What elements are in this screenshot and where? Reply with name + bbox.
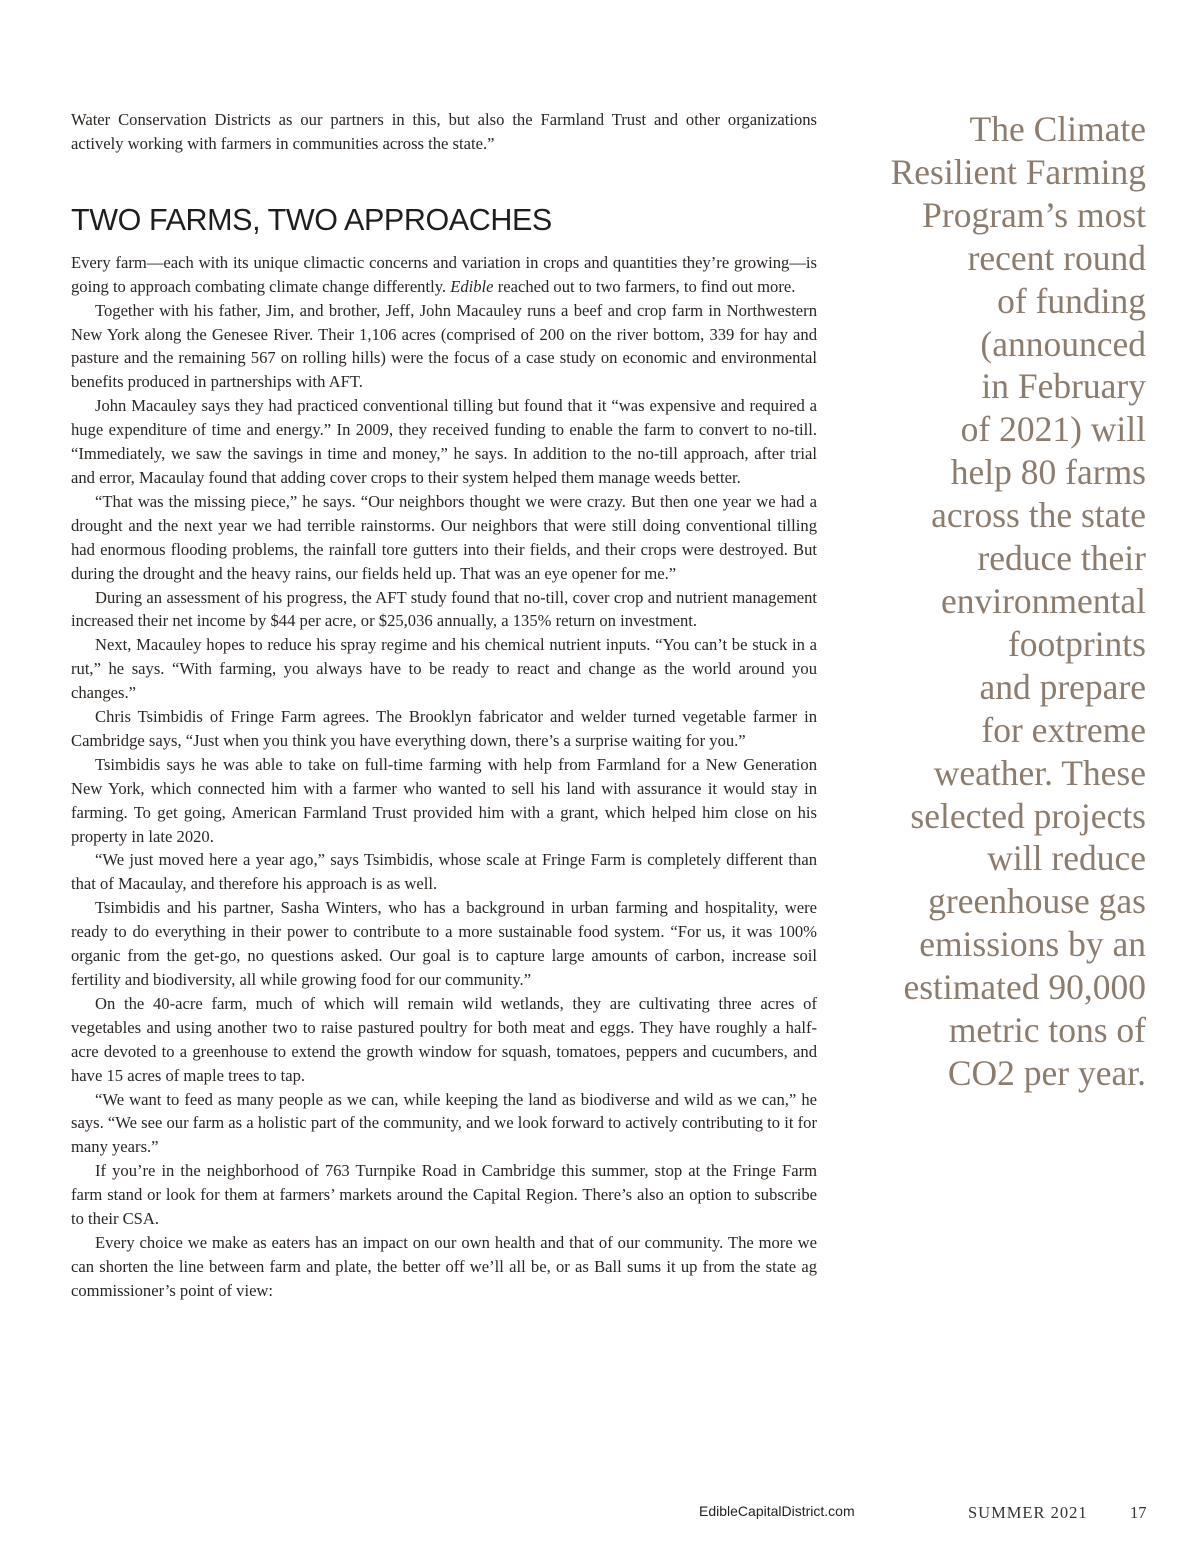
section-heading: TWO FARMS, TWO APPROACHES (71, 202, 552, 237)
intro-paragraph (71, 251, 817, 299)
pull-quote-line: Resilient Farming (890, 151, 1146, 192)
pull-quote-line: across the state (931, 495, 1146, 536)
pull-quote-line: selected projects (910, 795, 1146, 836)
body-paragraph: Every choice we make as eaters has an impact on our own health and that of our community. The more we can shorten the line between farm and plate, the better off we’ll all be, or as Ball sums it up from the state ag commissioner’s point of view: (71, 1232, 817, 1300)
body-paragraph: John Macauley says they had practiced conventional tilling but found that it “was expensive and required a huge expenditure of time and energy.” In 2009, they received funding to enable the farm to convert to no-till. “Immediately, we saw the savings in time and money,” he says. In addition to the no-till approach, after trial and error, Macaulay found that adding cover crops to their system helped them manage weeds better. (71, 396, 817, 487)
body-paragraph: “That was the missing piece,” he says. “Our neighbors thought we were crazy. But then one year we had a drought and the next year we had terrible rainstorms. Our neighbors that were still doing conventional tilling had enormous flooding problems, the rainfall tore gutters into their fields, and their crops were destroyed. But during the drought and the heavy rains, our fields held up. That was an eye opener for me.” (71, 491, 817, 583)
page-footer (0, 1503, 1200, 1527)
website-url: EdibleCapitalDistrict.com (699, 1503, 855, 1519)
pull-quote-line: of funding (997, 280, 1146, 321)
pull-quote-line: estimated 90,000 (903, 967, 1146, 1008)
pull-quote-line: reduce their (977, 538, 1146, 579)
body-paragraph: Chris Tsimbidis of Fringe Farm agrees. The Brooklyn fabricator and welder turned vegetable farmer in Cambridge says, “Just when you think you have everything down, there’s a surprise waiting for you.” (71, 707, 817, 750)
pull-quote-line: greenhouse gas (928, 881, 1146, 922)
body-paragraph: Tsimbidis and his partner, Sasha Winters, who has a background in urban farming and hospitality, were ready to do everything in their power to contribute to a more sustainable food system. “For us, it was 100% organic from the get-go, no questions asked. Our goal is to capture large amounts of carbon, increase soil fertility and biodiversity, all while growing food for our community.” (71, 898, 817, 989)
body-paragraph: On the 40-acre farm, much of which will remain wild wetlands, they are cultivating three acres of vegetables and using another two to raise pastured poultry for both meat and eggs. They have roughly a half-acre devoted to a greenhouse to extend the growth window for squash, tomatoes, peppers and cucumbers, and have 15 acres of maple trees to tap. (71, 993, 817, 1085)
pull-quote-line: recent round (967, 237, 1146, 278)
pull-quote-line: emissions by an (919, 924, 1146, 965)
body-paragraph: “We just moved here a year ago,” says Tsimbidis, whose scale at Fringe Farm is completely different than that of Macaulay, and therefore his approach is as well. (71, 850, 817, 894)
pull-quote-line: and prepare (979, 666, 1146, 707)
pull-quote-line: weather. These (933, 752, 1146, 793)
pull-quote-line: Program’s most (922, 194, 1146, 235)
pull-quote-line: will reduce (987, 838, 1146, 879)
intro-text-end: reached out to two farmers, to find out more. (493, 276, 796, 296)
body-paragraph: Tsimbidis says he was able to take on full-time farming with help from Farmland for a New Generation New York, which connected him with a farmer who wanted to sell his land with assurance it would stay in farming. To get going, American Farmland Trust provided him with a grant, which helped him close on his property in late 2020. (71, 754, 817, 846)
body-paragraph: Next, Macauley hopes to reduce his spray regime and his chemical nutrient inputs. “You can’t be stuck in a rut,” he says. “With farming, you always have to be ready to react and change as the world around you changes.” (71, 635, 817, 703)
pull-quote-line: of 2021) will (960, 409, 1146, 450)
page-number: 17 (1130, 1503, 1147, 1522)
body-paragraph: During an assessment of his progress, the AFT study found that no-till, cover crop and nutrient management increased their net income by $44 per acre, or $25,036 annually, a 135% return on investment. (71, 587, 817, 631)
body-paragraph: If you’re in the neighborhood of 763 Turnpike Road in Cambridge this summer, stop at the Fringe Farm farm stand or look for them at farmers’ markets around the Capital Region. There’s also an option to subscribe to their CSA. (71, 1161, 817, 1229)
pull-quote (880, 108, 1146, 1095)
issue-label: SUMMER 2021 (968, 1503, 1088, 1522)
body-paragraph: Together with his father, Jim, and brother, Jeff, John Macauley runs a beef and crop farm in Northwestern New York along the Genesee River. Their 1,106 acres (comprised of 200 on the river bottom, 339 for hay and pasture and the remaining 567 on rolling hills) were the focus of a case study on economic and environmental benefits produced in partnerships with AFT. (71, 300, 817, 392)
pull-quote-line: help 80 farms (950, 452, 1146, 493)
pull-quote-line: (announced (980, 323, 1146, 364)
pull-quote-line: footprints (1007, 623, 1146, 664)
pull-quote-line: environmental (940, 580, 1146, 621)
article-column (71, 108, 817, 1303)
pull-quote-line: in February (981, 366, 1146, 407)
lead-paragraph: Water Conservation Districts as our partners in this, but also the Farmland Trust and other organizations actively working with farmers in communities across the state.” (71, 110, 817, 153)
body-paragraph: “We want to feed as many people as we can, while keeping the land as biodiverse and wild as we can,” he says. “We see our farm as a holistic part of the community, and we look forward to actively contributing to it for many years.” (71, 1089, 817, 1157)
pull-quote-line: The Climate (969, 109, 1146, 149)
publication-name: Edible (450, 276, 494, 296)
pull-quote-line: for extreme (981, 709, 1146, 750)
pull-quote-line: metric tons of (948, 1010, 1146, 1051)
pull-quote-line: CO2 per year. (947, 1052, 1146, 1093)
intro-text-start: Every farm—each with its unique climactic concerns and variation in crops and quantities they’re growing—is going to approach combating climate change differently. (71, 252, 817, 296)
